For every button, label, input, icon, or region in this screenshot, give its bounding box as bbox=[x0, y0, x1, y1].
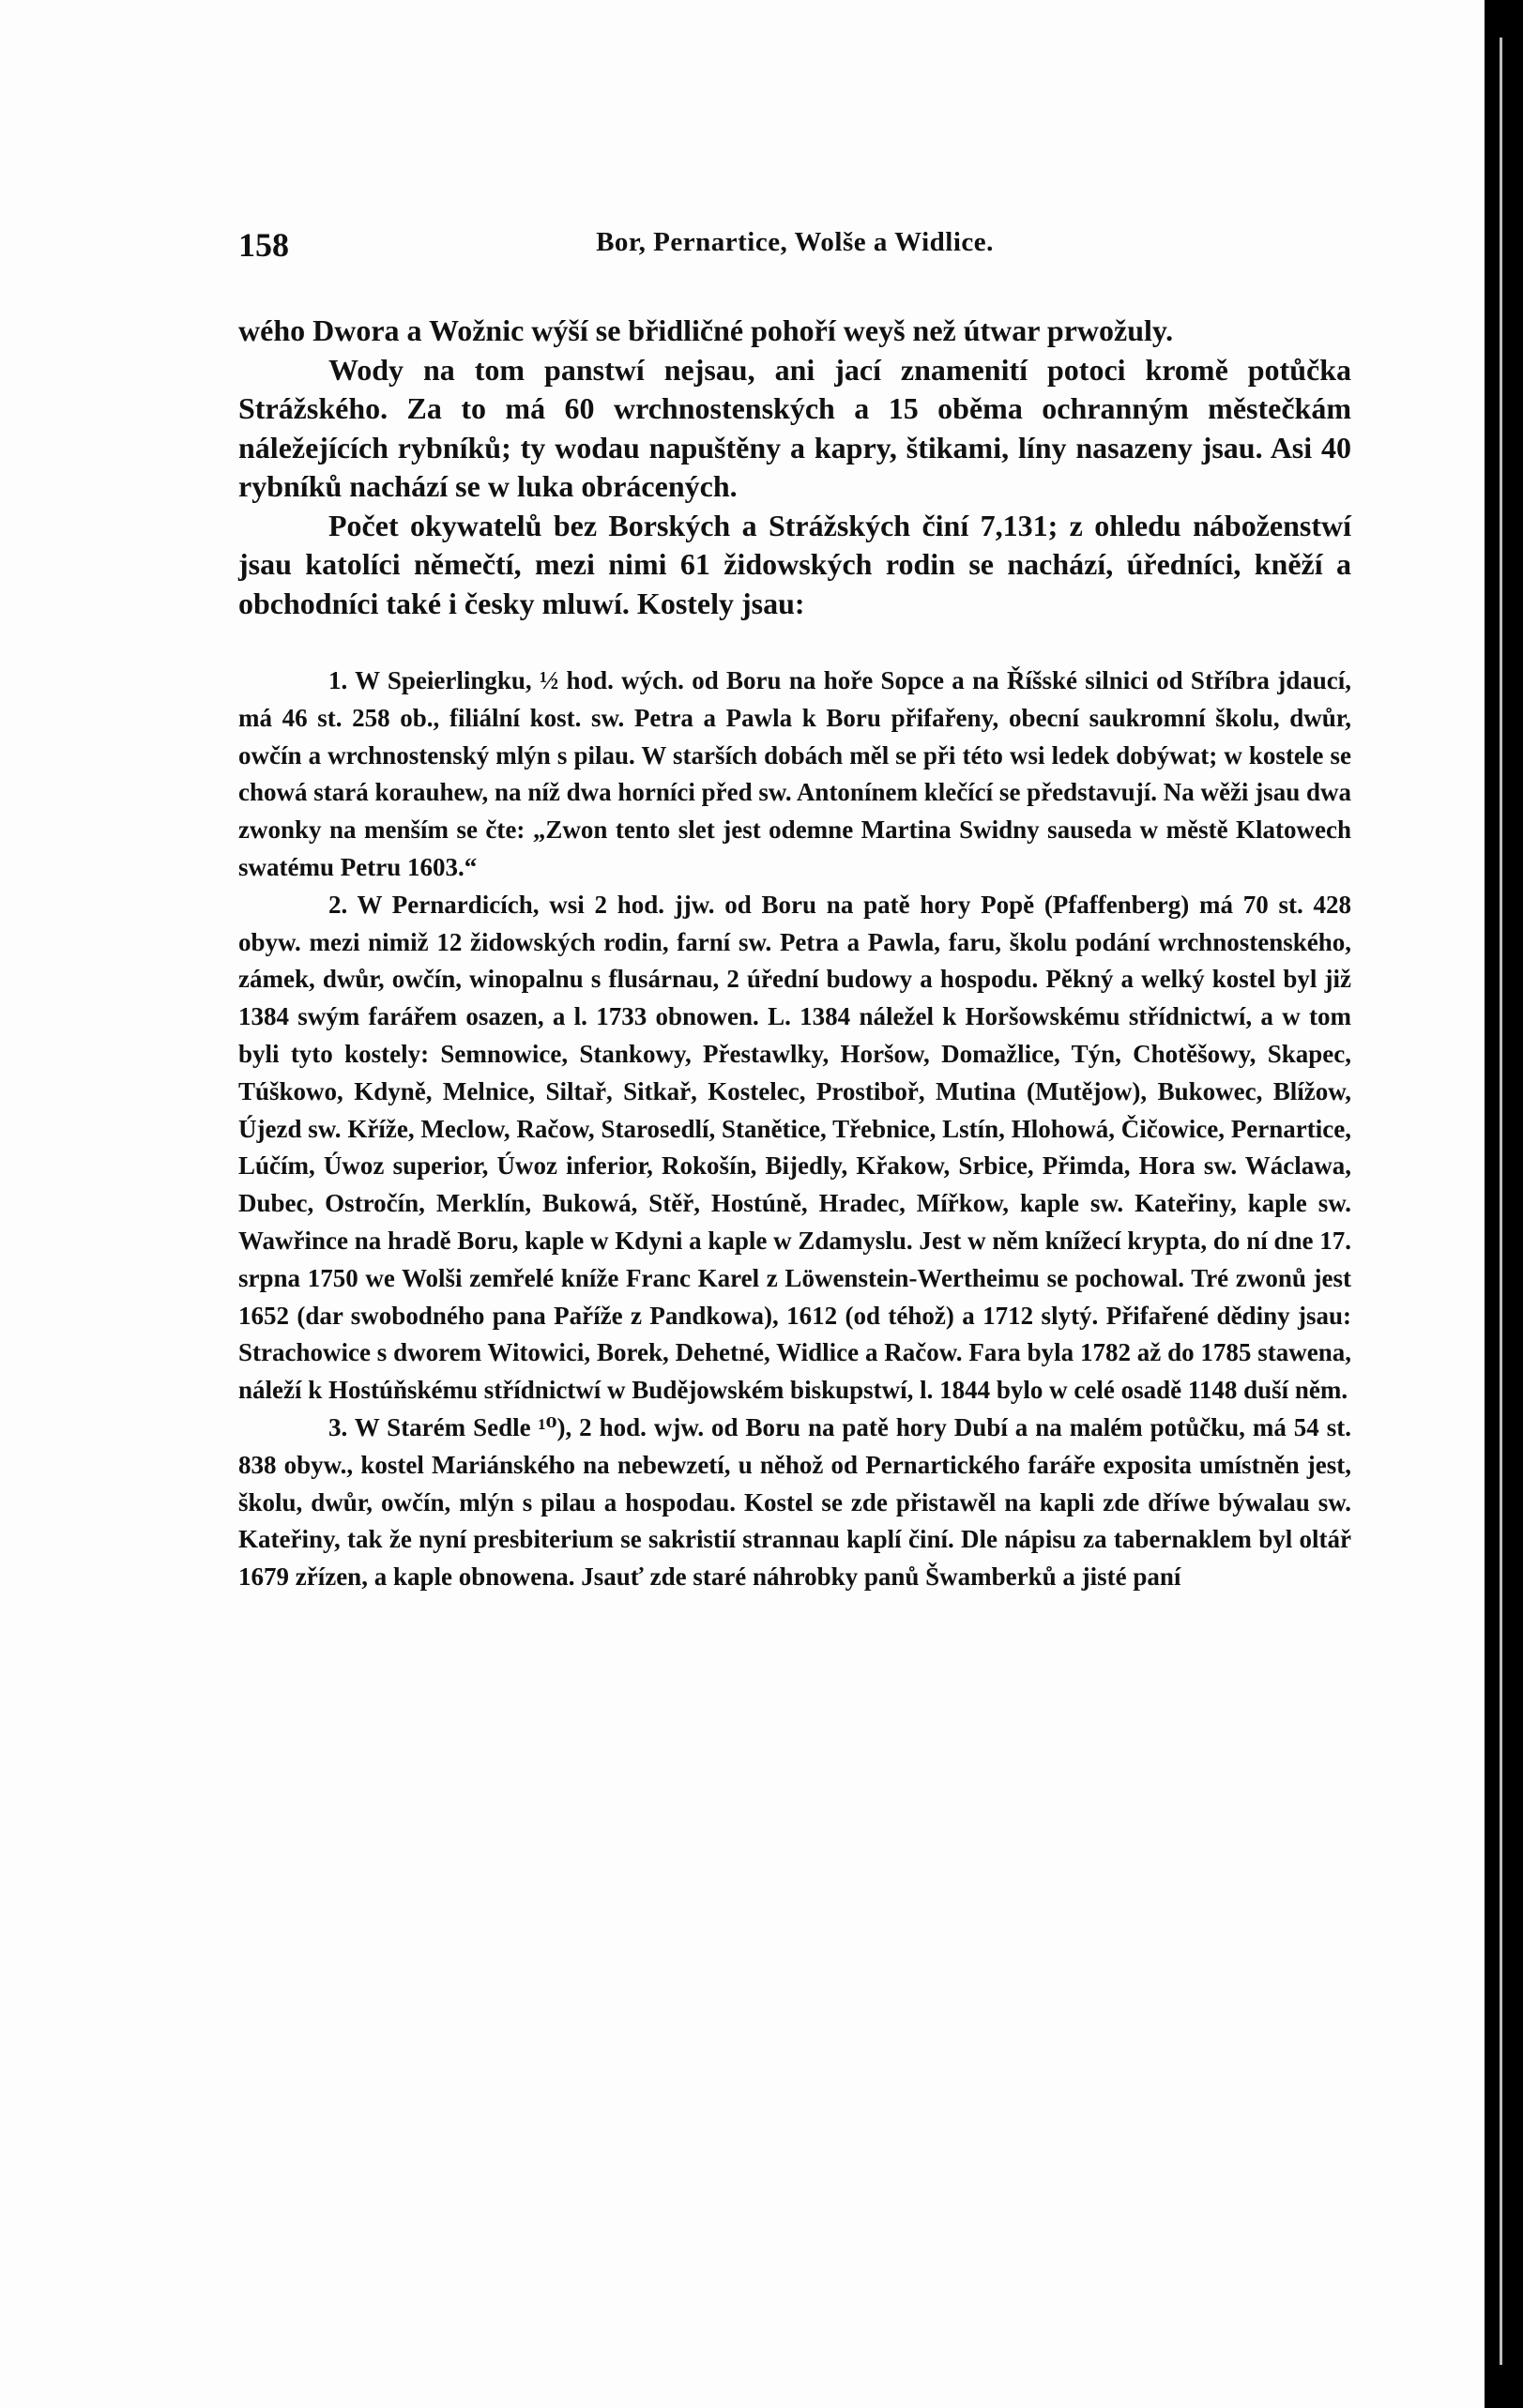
page-body bbox=[238, 312, 1351, 1596]
paragraph-waters: Wody na tom panstwí nejsau, ani jací znamenití potoci kromě potůčka Strážského. Za to má 60 wrchnostenských a 15 oběma ochranným městečkám náležejících rybníků; ty wodau napuštěny a kapry, štikami, líny nasazeny jsau. Asi 40 rybníků nachází se w luka obrácených. bbox=[238, 352, 1351, 503]
entry-pernardice: 2. W Pernardicích, wsi 2 hod. jjw. od Boru na patě hory Popě (Pfaffenberg) má 70 st. 428 obyw. mezi nimiž 12 židowských rodin, farní sw. Petra a Pawla, faru, školu podání wrchnostenského, zámek, dwůr, owčín, winopalnu s flusárnau, 2 úřední budowy a hospodu. Pěkný a welký kostel byl již 1384 swým farářem osazen, a l. 1733 obnowen. L. 1384 náležel k Horšowskému střídnictwí, a w tom byli tyto kostely: Semnowice, Stankowy, Přestawlky, Horšow, Domažlice, Týn, Chotěšowy, Skapec, Túškowo, Kdyně, Melnice, Siltař, Sitkař, Kostelec, Prostiboř, Mutina (Mutějow), Bukowec, Blížow, Újezd sw. Kříže, Meclow, Račow, Starosedlí, Stanětice, Třebnice, Lstín, Hlohowá, Čičowice, Pernartice, Lúčím, Úwoz superior, Úwoz inferior, Rokošín, Bijedly, Křakow, Srbice, Přimda, Hora sw. Wáclawa, Dubec, Ostročín, Merklín, Bukowá, Stěř, Hostúně, Hradec, Mířkow, kaple sw. Kateřiny, kaple sw. Wawřince na hradě Boru, kaple w Kdyni a kaple w Zdamyslu. Jest w něm knížecí krypta, do ní dne 17. srpna 1750 we Wolši zemřelé kníže Franc Karel z Löwenstein-Wertheimu se pochowal. Tré zwonů jest 1652 (dar swobodného pana Paříže z Pandkowa), 1612 (od téhož) a 1712 slytý. Přifařené dědiny jsau: Strachowice s dworem Witowici, Borek, Dehetné, Widlice a Račow. Fara byla 1782 až do 1785 stawena, náleží k Hostúňskému střídnictwí w Budějowském biskupstwí, l. 1844 bylo w celé osadě 1148 duší něm. bbox=[238, 890, 1351, 1405]
entry-stare-sedlo: 3. W Starém Sedle ¹⁰), 2 hod. wjw. od Boru na patě hory Dubí a na malém potůčku, má 54 st. 838 obyw., kostel Mariánského na nebewzetí, u něhož od Pernartického faráře exposita umístněn jest, školu, dwůr, owčín, mlýn s pilau a hospodau. Kostel se zde přistawěl na kapli zde dříwe býwalau sw. Kateřiny, tak že nyní presbiterium se sakristií strannau kaplí činí. Dle nápisu za tabernaklem byl oltář 1679 zřízen, a kaple obnowena. Jsauť zde staré náhrobky panů Šwamberků a jisté paní bbox=[238, 1412, 1351, 1592]
scan-edge-line bbox=[1500, 38, 1502, 2365]
page-content bbox=[238, 221, 1351, 1596]
section-gap bbox=[238, 623, 1351, 663]
entry-speierlingk: 1. W Speierlingku, ½ hod. wých. od Boru na hoře Sopce a na Říšské silnici od Stříbra jdaucí, má 46 st. 258 ob., filiální kost. sw. Petra a Pawla k Boru přifařeny, obecní saukromní školu, dwůr, owčín a wrchnostenský mlýn s pilau. W starších dobách měl se při této wsi ledek dobýwat; w kostele se chowá stará korauhew, na níž dwa horníci před sw. Antonínem klečící se představují. Na wěži jsau dwa zwonky na menším se čte: „Zwon tento slet jest odemne Martina Swidny sauseda w městě Klatowech swatému Petru 1603.“ bbox=[238, 666, 1351, 881]
scan-edge bbox=[1485, 0, 1523, 2408]
page-number: 158 bbox=[238, 226, 289, 264]
running-title: Bor, Pernartice, Wolše a Widlice. bbox=[596, 227, 994, 257]
paragraph-intro: wého Dwora a Wožnic wýší se břidličné pohoří weyš než útwar prwožuly. bbox=[238, 313, 1174, 347]
page-header bbox=[238, 221, 1351, 267]
paragraph-population: Počet okywatelů bez Borských a Strážských činí 7,131; z ohledu náboženstwí jsau katolíci němečtí, mezi nimi 61 židowských rodin se nachází, úředníci, kněží a obchodníci také i česky mluwí. Kostely jsau: bbox=[238, 508, 1351, 620]
